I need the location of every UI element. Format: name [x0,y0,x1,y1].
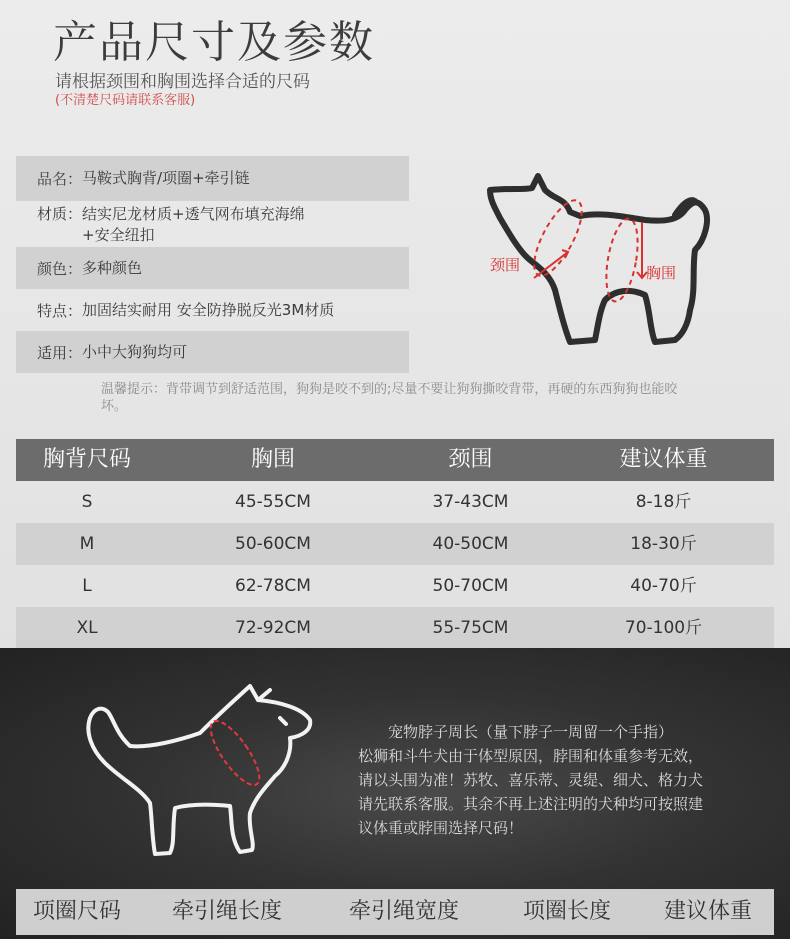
table-cell: 37-43CM [432,492,509,512]
spec-value: 加固结实耐用 安全防挣脱反光3M材质 [82,300,335,319]
table-cell: 70-100斤 [624,618,703,638]
page-subtitle: 请根据颈围和胸围选择合适的尺码 [55,72,310,92]
table-cell: 45-55CM [235,492,311,512]
dog-neck-diagram [80,678,325,868]
note-line: 松狮和斗牛犬由于体型原因，脖围和体重参考无效，请以头围为准！苏牧、喜乐蒂、灵缇、细犬、格力犬请先联系客服。其余不再上述注明的犬种均可按照建议体重或脖围选择尺码！ [358,747,704,837]
spec-value: 多种颜色 [82,258,143,277]
table-cell: 62-78CM [235,576,311,596]
spec-value: 结实尼龙材质+透气网布填充海绵+安全纽扣 [82,205,305,244]
table-cell: 72-92CM [235,618,311,638]
neck-label: 颈围 [490,256,521,274]
table-cell: M [79,534,95,554]
collar-table-header [16,889,774,935]
spec-value: 小中大狗狗均可 [82,342,188,361]
spec-row-material [16,201,409,247]
table-cell: 55-75CM [432,618,509,638]
spec-label: 特点： [37,301,83,320]
service-note: (不清楚尺码请联系客服) [55,93,196,108]
table-row [16,565,774,607]
table-cell: 50-60CM [235,534,311,554]
care-tip: 温馨提示：背带调节到舒适范围，狗狗是咬不到的;尽量不要让狗狗撕咬背带，再硬的东西狗狗也能咬坏。 [101,382,678,414]
table-cell: 40-70斤 [630,576,697,596]
table-cell: L [82,576,92,596]
dog-measure-diagram [470,160,730,360]
dog-outline-icon [490,176,707,342]
column-header: 建议体重 [619,447,708,472]
page-title: 产品尺寸及参数 [53,17,375,68]
column-header: 胸围 [250,447,295,472]
column-header: 胸背尺码 [42,447,131,472]
spec-value: 马鞍式胸背/项圈+牵引链 [82,169,250,187]
dog-sketch-icon [88,686,310,854]
table-cell: 40-50CM [432,534,509,554]
column-header: 颈围 [448,447,493,472]
column-header: 牵引绳长度 [171,899,282,924]
spec-label: 品名： [37,170,83,188]
spec-label: 颜色： [37,259,83,278]
note-line: 宠物脖子周长（量下脖子一周留一个手指） [388,723,674,741]
column-header: 建议体重 [663,899,752,924]
spec-label: 适用： [37,343,83,362]
table-cell: S [81,492,93,512]
table-row [16,523,774,565]
column-header: 项圈长度 [522,899,611,924]
neck-ring [525,194,591,282]
size-table-header [16,439,774,481]
column-header: 牵引绳宽度 [348,899,459,924]
table-cell: XL [76,618,98,638]
spec-label: 材质： [37,205,83,223]
table-row [16,607,774,649]
column-header: 项圈尺码 [32,899,121,924]
spec-row-suitable [16,331,409,373]
table-row [16,481,774,523]
spec-row-feature [16,289,409,331]
table-cell: 8-18斤 [635,492,692,512]
table-cell: 50-70CM [432,576,509,596]
collar-measure-note [358,720,703,840]
table-cell: 18-30斤 [630,534,697,554]
spec-row-color [16,247,409,289]
spec-row-name [16,156,409,201]
collar-ring [203,714,268,791]
chest-label: 胸围 [646,264,677,282]
